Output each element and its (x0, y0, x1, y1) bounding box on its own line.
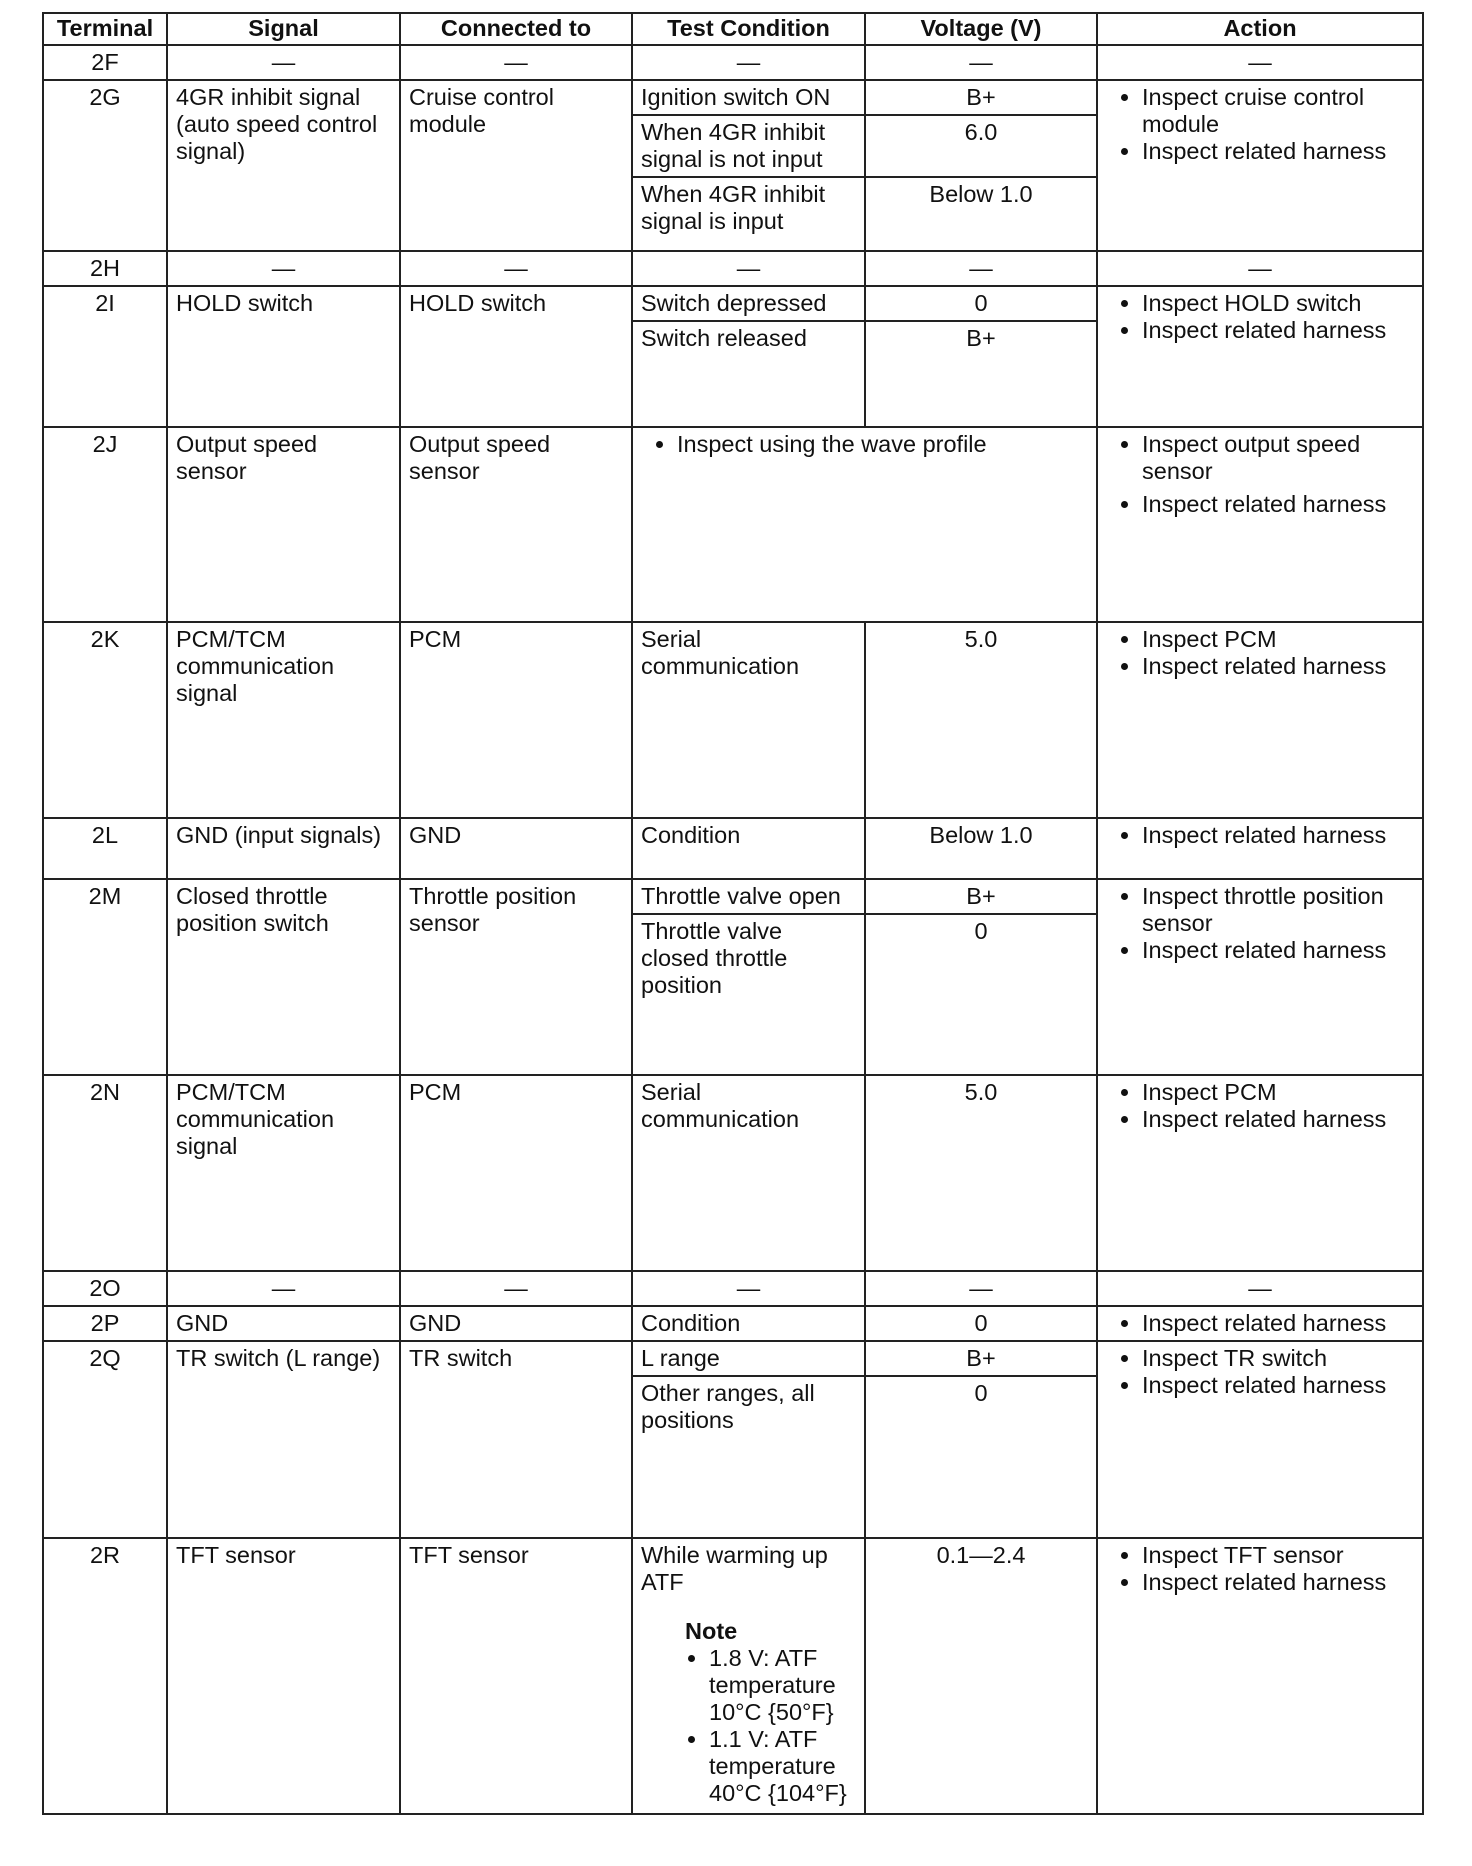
note-item: • 1.8 V: ATF temperature 10°C {50°F} (709, 1645, 856, 1726)
connected-cell: GND (400, 818, 632, 879)
table-row-2R (43, 1538, 1423, 1814)
terminal-cell: 2Q (43, 1341, 167, 1538)
condition-cell: Ignition switch ON (632, 80, 865, 115)
voltage-cell: 0 (865, 286, 1097, 321)
voltage-cell: 5.0 (865, 622, 1097, 818)
table-row-2P (43, 1306, 1423, 1341)
table-row-2O (43, 1271, 1423, 1306)
action-cell (1097, 879, 1423, 1075)
connected-cell: Cruise control module (400, 80, 632, 251)
action-item: • Inspect throttle position sensor (1142, 883, 1414, 937)
action-item: • Inspect TFT sensor (1142, 1542, 1414, 1569)
note-item: • 1.1 V: ATF temperature 40°C {104°F} (709, 1726, 856, 1807)
header-connected-to: Connected to (400, 13, 632, 45)
connected-cell: PCM (400, 1075, 632, 1271)
table-row-2K (43, 622, 1423, 818)
action-item: • Inspect related harness (1142, 1106, 1414, 1133)
condition-cell: — (632, 45, 865, 80)
voltage-cell: B+ (865, 321, 1097, 427)
voltage-cell: 0 (865, 1376, 1097, 1538)
connected-cell: Output speed sensor (400, 427, 632, 622)
signal-cell: Output speed sensor (167, 427, 400, 622)
terminal-cell: 2K (43, 622, 167, 818)
connected-cell: — (400, 1271, 632, 1306)
terminal-cell: 2G (43, 80, 167, 251)
condition-cell: Serial communication (632, 622, 865, 818)
condition-cell: When 4GR inhibit signal is not input (632, 115, 865, 177)
header-voltage: Voltage (V) (865, 13, 1097, 45)
condition-cell: Serial communication (632, 1075, 865, 1271)
connected-cell: PCM (400, 622, 632, 818)
condition-cell: When 4GR inhibit signal is input (632, 177, 865, 251)
terminal-cell: 2F (43, 45, 167, 80)
action-cell (1097, 818, 1423, 879)
action-item: • Inspect related harness (1142, 937, 1414, 964)
action-cell: — (1097, 251, 1423, 286)
action-item: • Inspect related harness (1142, 822, 1414, 849)
connected-cell: — (400, 251, 632, 286)
condition-cell: Condition (632, 818, 865, 879)
voltage-cell: 0 (865, 1306, 1097, 1341)
action-cell (1097, 1538, 1423, 1814)
table-row-2H (43, 251, 1423, 286)
action-cell: — (1097, 1271, 1423, 1306)
connected-cell: TR switch (400, 1341, 632, 1538)
action-cell (1097, 1075, 1423, 1271)
action-item: • Inspect related harness (1142, 1372, 1414, 1399)
action-cell (1097, 80, 1423, 251)
action-cell (1097, 1306, 1423, 1341)
terminal-cell: 2O (43, 1271, 167, 1306)
condition-cell: — (632, 1271, 865, 1306)
table-row-2N (43, 1075, 1423, 1271)
action-cell (1097, 622, 1423, 818)
condition-cell: L range (632, 1341, 865, 1376)
action-item: • Inspect related harness (1142, 138, 1414, 165)
signal-cell: TFT sensor (167, 1538, 400, 1814)
table-row-2I (43, 286, 1423, 321)
condition-cell: Throttle valve closed throttle position (632, 914, 865, 1075)
action-cell: — (1097, 45, 1423, 80)
voltage-cell: B+ (865, 1341, 1097, 1376)
terminal-cell: 2P (43, 1306, 167, 1341)
condition-text: While warming up ATF (641, 1542, 828, 1595)
signal-cell: PCM/TCM communication signal (167, 622, 400, 818)
action-item: • Inspect related harness (1142, 491, 1414, 518)
condition-cell: Switch depressed (632, 286, 865, 321)
connected-cell: Throttle position sensor (400, 879, 632, 1075)
header-terminal: Terminal (43, 13, 167, 45)
voltage-cell: B+ (865, 80, 1097, 115)
voltage-cell: 0.1—2.4 (865, 1538, 1097, 1814)
action-cell (1097, 1341, 1423, 1538)
signal-cell: 4GR inhibit signal (auto speed control signal) (167, 80, 400, 251)
note-title: Note (685, 1618, 738, 1644)
signal-cell: Closed throttle position switch (167, 879, 400, 1075)
header-signal: Signal (167, 13, 400, 45)
voltage-cell: 5.0 (865, 1075, 1097, 1271)
connected-cell: HOLD switch (400, 286, 632, 427)
condition-cell (632, 427, 1097, 622)
signal-cell: PCM/TCM communication signal (167, 1075, 400, 1271)
header-test-condition: Test Condition (632, 13, 865, 45)
table-row-2F (43, 45, 1423, 80)
table-row-2G (43, 80, 1423, 115)
condition-cell: Other ranges, all positions (632, 1376, 865, 1538)
condition-cell: — (632, 251, 865, 286)
voltage-cell: Below 1.0 (865, 177, 1097, 251)
action-item: • Inspect cruise control module (1142, 84, 1414, 138)
signal-cell: HOLD switch (167, 286, 400, 427)
table-row-2M (43, 879, 1423, 914)
action-item: • Inspect related harness (1142, 653, 1414, 680)
voltage-cell: 0 (865, 914, 1097, 1075)
condition-cell: Throttle valve open (632, 879, 865, 914)
signal-cell: — (167, 1271, 400, 1306)
table-row-2L (43, 818, 1423, 879)
terminal-cell: 2R (43, 1538, 167, 1814)
terminal-cell: 2N (43, 1075, 167, 1271)
signal-cell: GND (input signals) (167, 818, 400, 879)
action-item: • Inspect HOLD switch (1142, 290, 1414, 317)
action-cell (1097, 286, 1423, 427)
terminal-cell: 2J (43, 427, 167, 622)
voltage-cell: — (865, 251, 1097, 286)
terminal-cell: 2H (43, 251, 167, 286)
action-item: • Inspect TR switch (1142, 1345, 1414, 1372)
signal-cell: GND (167, 1306, 400, 1341)
action-item: • Inspect output speed sensor (1142, 431, 1414, 485)
action-item: • Inspect PCM (1142, 626, 1414, 653)
table-row-2J (43, 427, 1423, 622)
condition-cell: Switch released (632, 321, 865, 427)
voltage-cell: — (865, 45, 1097, 80)
header-action: Action (1097, 13, 1423, 45)
terminal-cell: 2I (43, 286, 167, 427)
header-row (43, 13, 1423, 45)
voltage-cell: B+ (865, 879, 1097, 914)
terminal-cell: 2M (43, 879, 167, 1075)
voltage-cell: 6.0 (865, 115, 1097, 177)
connected-cell: TFT sensor (400, 1538, 632, 1814)
terminal-cell: 2L (43, 818, 167, 879)
terminal-voltage-table (42, 12, 1424, 1815)
voltage-cell: Below 1.0 (865, 818, 1097, 879)
connected-cell: — (400, 45, 632, 80)
condition-cell (632, 1538, 865, 1814)
signal-cell: — (167, 45, 400, 80)
condition-cell: Condition (632, 1306, 865, 1341)
action-item: • Inspect related harness (1142, 1310, 1414, 1337)
condition-item: • Inspect using the wave profile (677, 431, 1088, 458)
action-item: • Inspect related harness (1142, 1569, 1414, 1596)
signal-cell: TR switch (L range) (167, 1341, 400, 1538)
action-cell (1097, 427, 1423, 622)
table-row-2Q (43, 1341, 1423, 1376)
connected-cell: GND (400, 1306, 632, 1341)
action-item: • Inspect related harness (1142, 317, 1414, 344)
voltage-cell: — (865, 1271, 1097, 1306)
signal-cell: — (167, 251, 400, 286)
action-item: • Inspect PCM (1142, 1079, 1414, 1106)
note-list (641, 1645, 856, 1807)
